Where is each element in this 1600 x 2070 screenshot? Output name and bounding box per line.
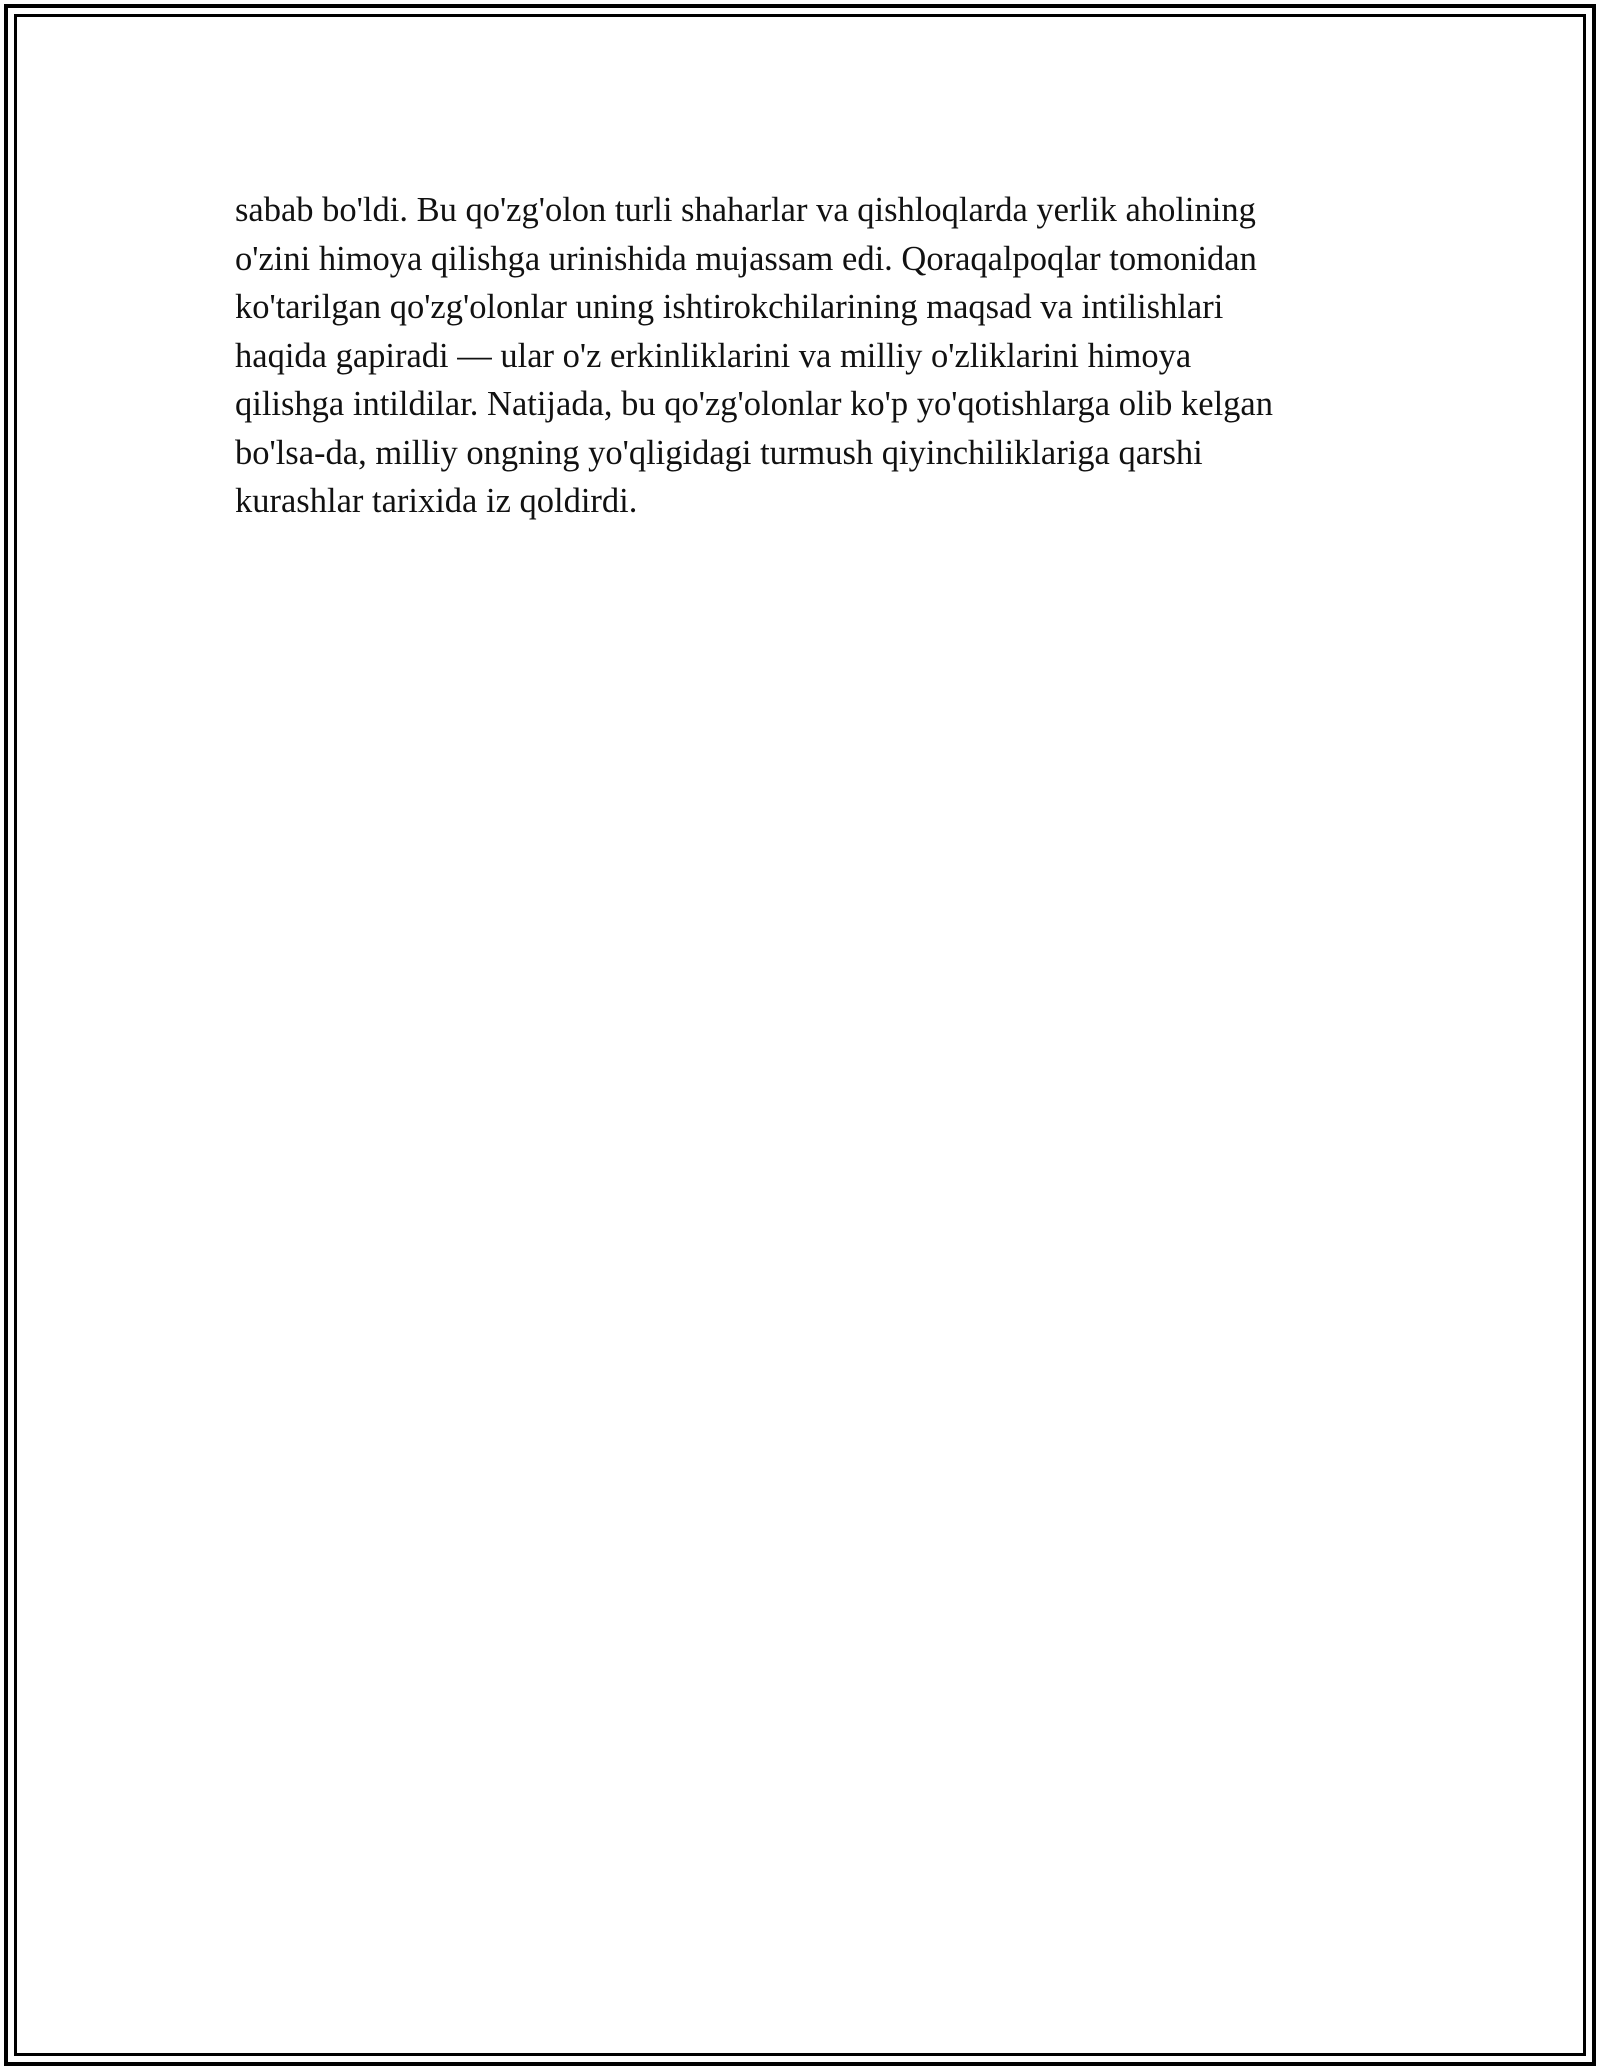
paragraph-line: kurashlar tarixida iz qoldirdi. bbox=[235, 482, 638, 520]
body-paragraph bbox=[235, 186, 1365, 526]
paragraph-line: haqida gapiradi — ular o'z erkinliklarini va milliy o'zliklarini himoya bbox=[235, 336, 1192, 375]
paragraph-line: qilishga intildilar. Natijada, bu qo'zg'olonlar ko'p yo'qotishlarga olib kelgan bbox=[235, 385, 1273, 423]
paragraph-line: bo'lsa-da, milliy ongning yo'qligidagi turmush qiyinchiliklariga qarshi bbox=[235, 433, 1203, 472]
paragraph-line: sabab bo'ldi. Bu qo'zg'olon turli shaharlar va qishloqlarda yerlik aholining bbox=[235, 191, 1256, 229]
paragraph-line: ko'tarilgan qo'zg'olonlar uning ishtirokchilarining maqsad va intilishlari bbox=[235, 288, 1224, 326]
paragraph-line: o'zini himoya qilishga urinishida mujassam edi. Qoraqalpoqlar tomonidan bbox=[235, 239, 1257, 278]
